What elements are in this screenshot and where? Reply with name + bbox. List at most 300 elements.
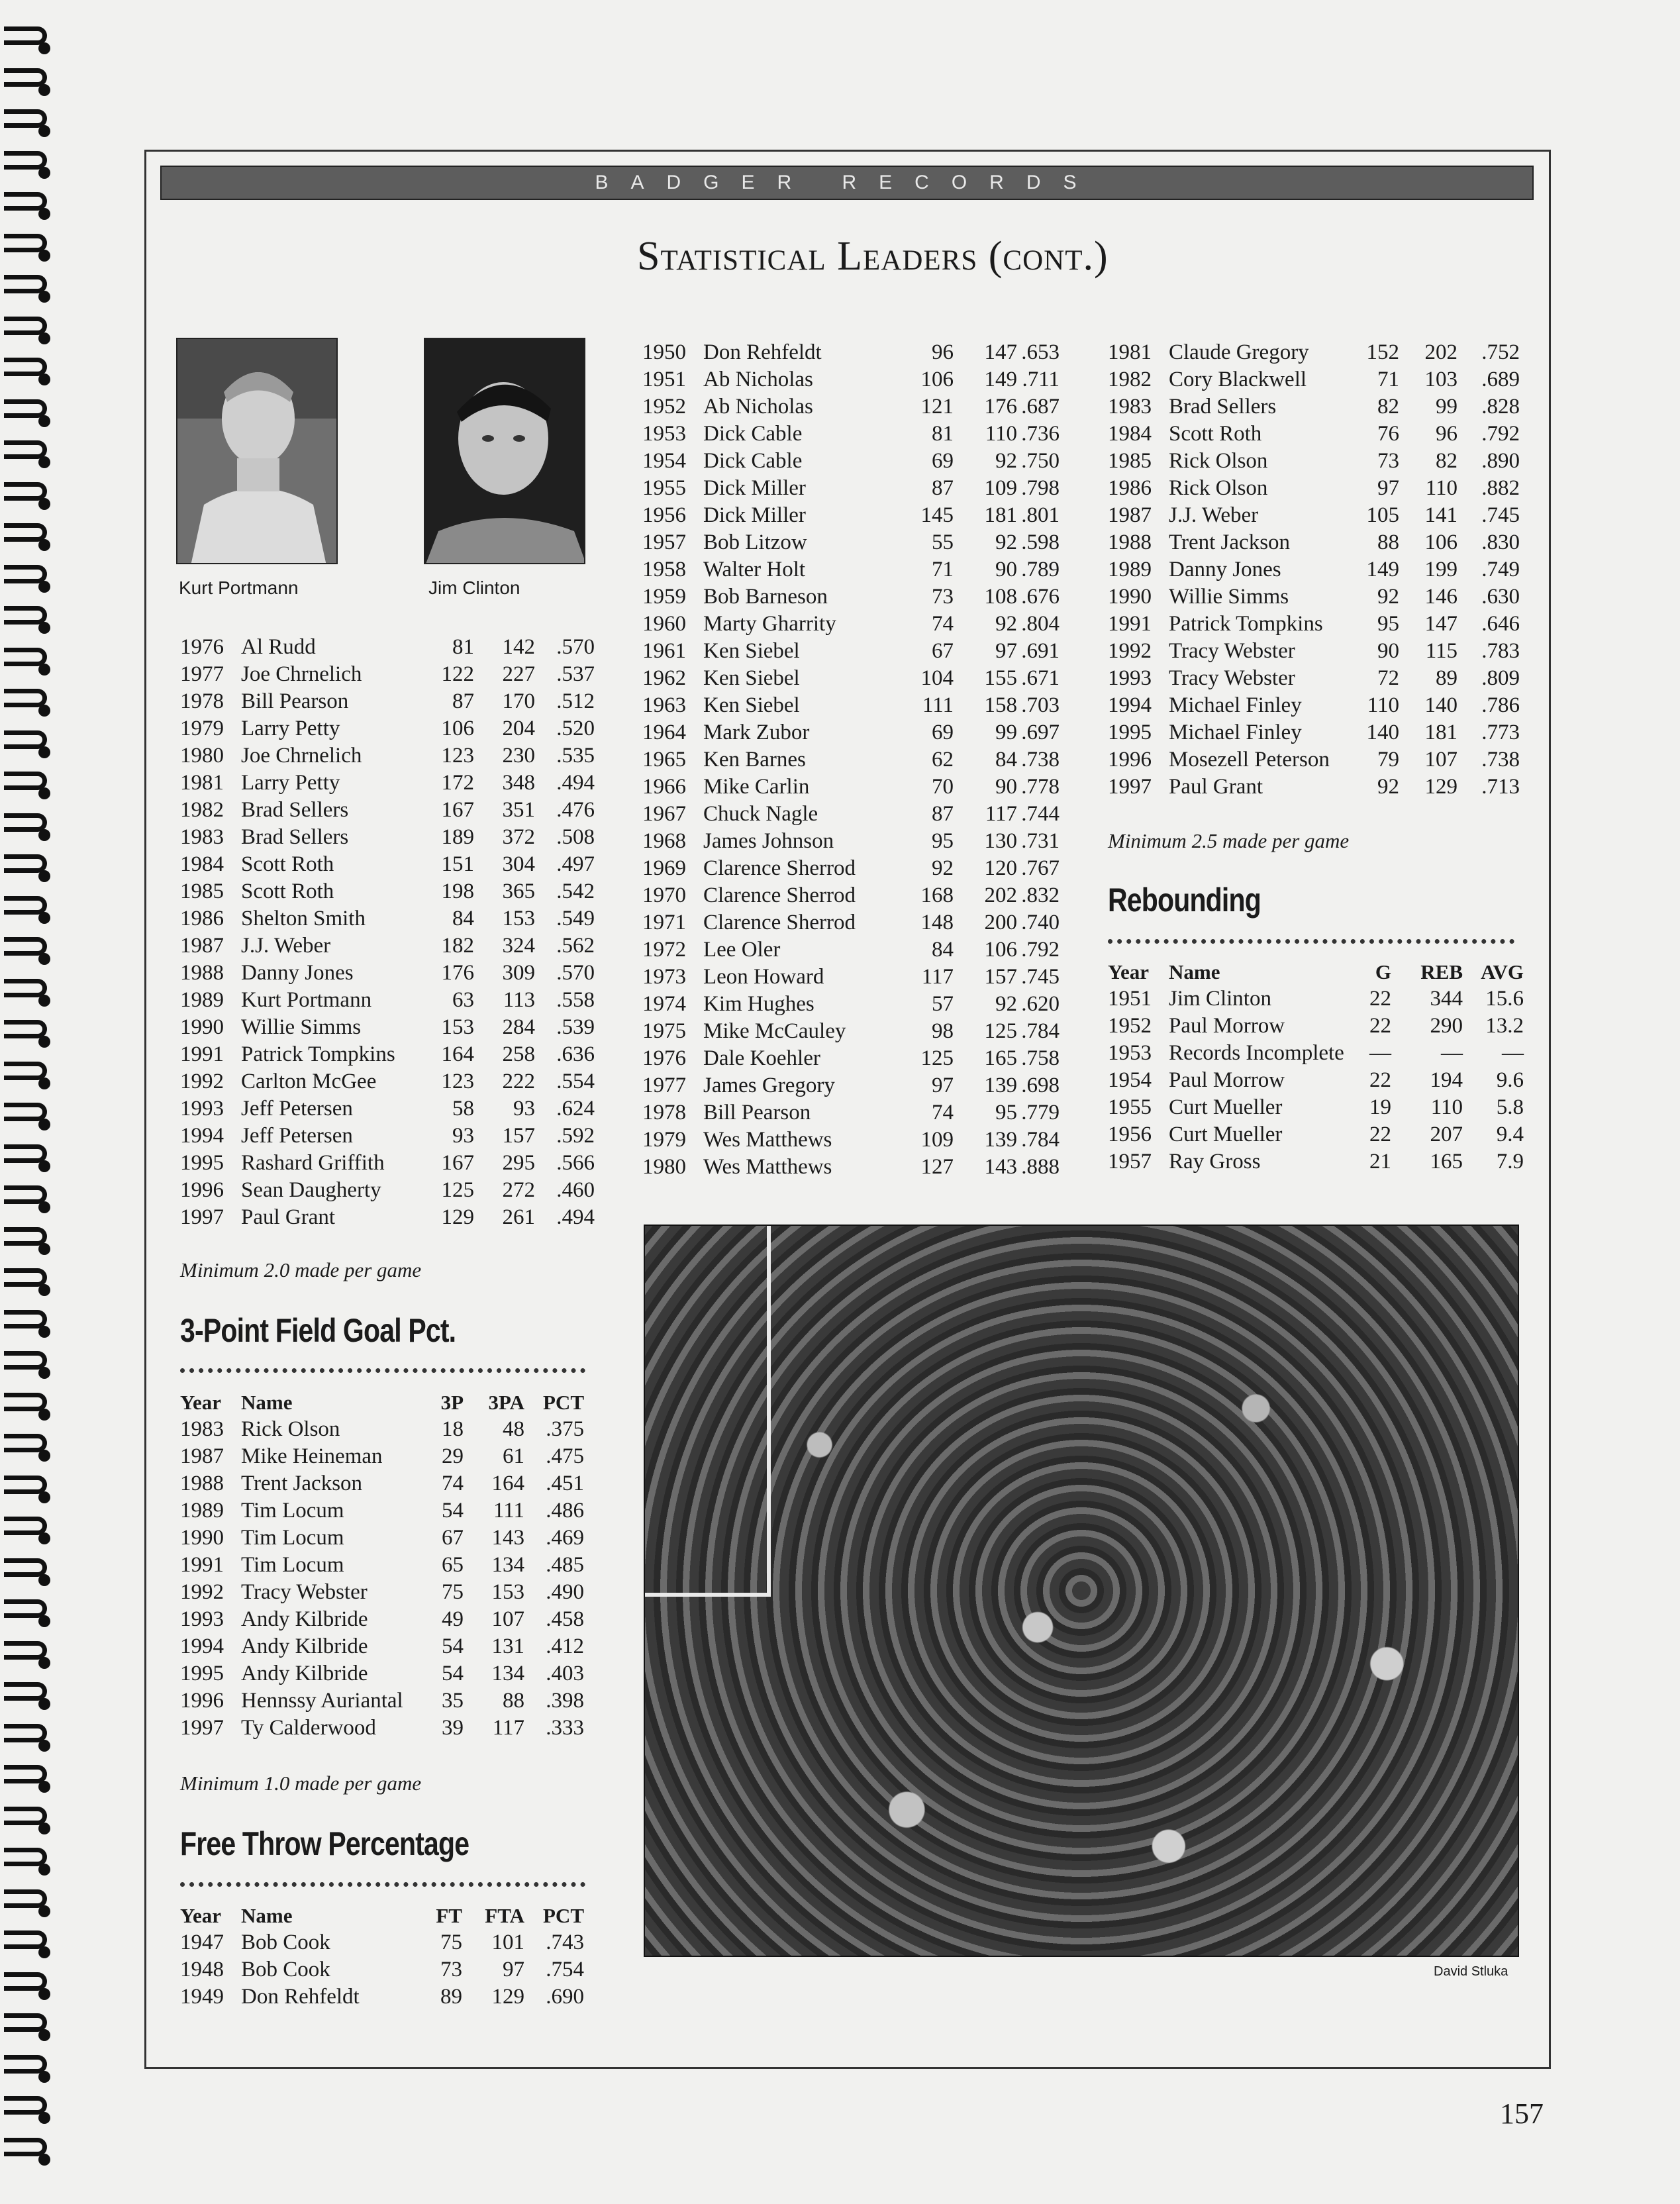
cell-b: 117 [985,802,1017,826]
cell-year: 1995 [180,1151,224,1175]
cell-year: 1987 [180,1444,224,1468]
cell-a: 172 [441,771,474,795]
cell-year: 1979 [180,717,224,740]
cell-c: .687 [1021,395,1060,419]
cell-c: .731 [1021,829,1060,853]
table-row [642,774,1060,801]
cell-a: 19 [1369,1095,1391,1119]
spiral-coil-icon [4,772,50,786]
cell-c: .486 [546,1499,584,1523]
cell-c: .570 [556,961,595,985]
cell-name: Rashard Griffith [241,1151,385,1175]
cell-name: Carlton McGee [241,1070,377,1093]
cell-c: .562 [556,934,595,958]
cell-name: Tracy Webster [241,1580,368,1604]
table-row [180,1660,584,1687]
spiral-coil-icon [4,1227,50,1242]
spiral-coil-icon [4,730,50,745]
cell-b: 110 [1425,476,1458,500]
table-row [1108,421,1520,448]
table-row [642,366,1060,393]
cell-b: FTA [485,1904,524,1927]
cell-a: 63 [452,988,474,1012]
table-row [1108,1148,1524,1176]
table-row [642,665,1060,692]
spiral-coil-icon [4,565,50,579]
cell-b: 207 [1430,1123,1463,1146]
cell-c: .890 [1481,449,1520,473]
cell-name: Brad Sellers [241,798,349,822]
cell-a: 72 [1377,666,1399,690]
cell-year: 1996 [180,1689,224,1713]
cell-c: .828 [1481,395,1520,419]
cell-c: .743 [546,1930,584,1954]
cell-a: 54 [442,1634,464,1658]
cell-c: .882 [1481,476,1520,500]
cell-name: Ken Siebel [703,666,800,690]
cell-a: 82 [1377,395,1399,419]
cell-b: 194 [1430,1068,1463,1092]
cell-c: .767 [1021,856,1060,880]
cell-a: 39 [442,1716,464,1740]
cell-c: .809 [1481,666,1520,690]
spiral-coil-icon [4,1848,50,1862]
spiral-binding [0,26,60,2185]
cell-year: 1992 [1108,639,1152,663]
table-row [180,932,595,960]
cell-c: .745 [1481,503,1520,527]
cell-year: 1951 [1108,987,1152,1011]
cell-year: 1987 [1108,503,1152,527]
cell-a: 62 [932,748,954,772]
cell-a: 145 [920,503,954,527]
cell-a: 81 [452,635,474,659]
spiral-coil-icon [4,1476,50,1490]
cell-b: 89 [1436,666,1458,690]
cell-c: .749 [1481,558,1520,581]
cell-name: Sean Daugherty [241,1178,381,1202]
cell-a: 111 [922,693,954,717]
cell-name: Rick Olson [1169,476,1268,500]
table-row [180,1177,595,1204]
cell-c: .736 [1021,422,1060,446]
cell-a: 105 [1366,503,1399,527]
cell-b: 157 [984,965,1017,989]
cell-c: .398 [546,1689,584,1713]
cell-name: Mike Carlin [703,775,810,799]
cell-a: 90 [1377,639,1399,663]
cell-name: Ken Barnes [703,748,806,772]
cell-a: — [1369,1041,1391,1065]
cell-b: 107 [1424,748,1458,772]
cell-b: 125 [984,1019,1017,1043]
cell-b: 131 [491,1634,524,1658]
table-row [1108,692,1520,719]
free-throw-table [180,1902,584,2011]
cell-b: 134 [491,1553,524,1577]
cell-c: .460 [556,1178,595,1202]
cell-year: 1989 [1108,558,1152,581]
cell-a: 81 [932,422,954,446]
cell-name: Paul Grant [241,1205,336,1229]
cell-year: 1980 [180,744,224,768]
cell-name: James Gregory [703,1074,835,1097]
cell-c: .740 [1021,911,1060,934]
table-row [1108,1094,1524,1121]
cell-c: .624 [556,1097,595,1121]
table-row [180,742,595,770]
photo-jim-clinton [424,338,585,564]
cell-c: .598 [1021,530,1060,554]
table-row [180,1956,584,1983]
cell-c: .750 [1021,449,1060,473]
cell-a: 92 [932,856,954,880]
table-row [1108,339,1520,366]
cell-b: 153 [491,1580,524,1604]
spiral-coil-icon [4,109,50,124]
cell-name: Larry Petty [241,771,340,795]
table-row [180,1552,584,1579]
cell-name: Paul Morrow [1169,1014,1285,1038]
cell-b: 272 [502,1178,535,1202]
cell-name: Dick Cable [703,449,803,473]
cell-name: Mike McCauley [703,1019,846,1043]
player-portrait-icon [425,339,585,564]
table-row [642,556,1060,583]
spiral-coil-icon [4,648,50,662]
cell-b: 348 [502,771,535,795]
photo-caption: Kurt Portmann [179,577,299,598]
cell-a: 95 [932,829,954,853]
cell-a: 71 [932,558,954,581]
cell-b: 93 [513,1097,535,1121]
cell-a: 106 [920,368,954,391]
table-row [642,882,1060,909]
cell-c: .752 [1481,340,1520,364]
three-pt-divider [180,1368,585,1373]
cell-c: 9.4 [1496,1123,1524,1146]
cell-year: 1973 [642,965,686,989]
cell-c: .497 [556,852,595,876]
cell-a: 148 [920,911,954,934]
cell-name: Shelton Smith [241,907,366,930]
photo-caption: Jim Clinton [428,577,520,598]
spiral-coil-icon [4,1930,50,1945]
cell-name: Bob Cook [241,1930,330,1954]
cell-a: 74 [932,1101,954,1125]
table-row [642,502,1060,529]
cell-year: Year [180,1391,221,1414]
cell-name: Andy Kilbride [241,1662,368,1685]
cell-year: 1982 [1108,368,1152,391]
cell-c: .784 [1021,1019,1060,1043]
spiral-coil-icon [4,440,50,455]
table-row [1108,746,1520,774]
cell-year: 1950 [642,340,686,364]
cell-a: 73 [1377,449,1399,473]
cell-year: 1990 [1108,585,1152,609]
cell-year: 1955 [642,476,686,500]
cell-b: 117 [492,1716,524,1740]
cell-name: Ken Siebel [703,639,800,663]
free-throw-table-cont [642,339,1060,1181]
cell-name: Dick Miller [703,476,806,500]
spiral-coil-icon [4,979,50,993]
table-row [180,1123,595,1150]
table-row [1108,665,1520,692]
cell-b: 3PA [488,1391,524,1414]
cell-year: 1994 [1108,693,1152,717]
cell-a: 125 [920,1046,954,1070]
table-row [642,1099,1060,1127]
cell-c: .801 [1021,503,1060,527]
table-row [180,1983,584,2011]
table-row [642,421,1060,448]
cell-year: 1975 [642,1019,686,1043]
cell-year: 1957 [1108,1150,1152,1174]
cell-name: Tracy Webster [1169,666,1295,690]
cell-a: 123 [441,1070,474,1093]
cell-a: 79 [1377,748,1399,772]
spiral-coil-icon [4,358,50,372]
cell-year: 1968 [642,829,686,853]
free-throw-title: Free Throw Percentage [180,1825,469,1862]
spiral-coil-icon [4,1351,50,1366]
cell-b: 199 [1424,558,1458,581]
cell-c: .375 [546,1417,584,1441]
spiral-coil-icon [4,192,50,207]
cell-name: Bob Barneson [703,585,828,609]
cell-b: 141 [1424,503,1458,527]
cell-a: 153 [441,1015,474,1039]
cell-year: 1969 [642,856,686,880]
cell-c: .798 [1021,476,1060,500]
cell-year: 1978 [642,1101,686,1125]
cell-b: 258 [502,1042,535,1066]
cell-c: .784 [1021,1128,1060,1152]
cell-year: 1989 [180,988,224,1012]
cell-b: 147 [1424,612,1458,636]
spiral-coil-icon [4,937,50,952]
cell-b: 295 [502,1151,535,1175]
cell-b: 92 [995,992,1017,1016]
table-row [180,797,595,824]
cell-name: Trent Jackson [1169,530,1291,554]
spiral-coil-icon [4,1434,50,1448]
cell-c: .539 [556,1015,595,1039]
cell-year: 1987 [180,934,224,958]
spiral-coil-icon [4,1972,50,1987]
cell-name: Clarence Sherrod [703,883,856,907]
table-row [180,1041,595,1068]
table-row [642,1072,1060,1099]
table-row [180,1095,595,1123]
table-row [180,1497,584,1525]
spiral-coil-icon [4,317,50,331]
cell-year: 1978 [180,689,224,713]
cell-a: 22 [1369,987,1391,1011]
cell-name: Dale Koehler [703,1046,820,1070]
cell-a: 73 [440,1958,462,1981]
cell-b: 97 [503,1958,524,1981]
cell-year: 1955 [1108,1095,1152,1119]
cell-name: Don Rehfeldt [703,340,822,364]
cell-year: 1997 [1108,775,1152,799]
cell-year: 1949 [180,1985,224,2009]
cell-name: J.J. Weber [1169,503,1259,527]
spiral-coil-icon [4,1268,50,1283]
cell-b: 147 [984,340,1017,364]
cell-b: 90 [995,558,1017,581]
cell-a: 127 [920,1155,954,1179]
table-row [180,634,595,661]
table-row [180,715,595,742]
cell-b: 261 [502,1205,535,1229]
cell-a: 92 [1377,585,1399,609]
table-row [180,987,595,1014]
cell-c: .403 [546,1662,584,1685]
table-row [1108,448,1520,475]
cell-a: 69 [932,721,954,744]
cell-b: 372 [502,825,535,849]
cell-b: 111 [493,1499,524,1523]
table-row [180,1633,584,1660]
cell-year: 1985 [1108,449,1152,473]
cell-year: 1958 [642,558,686,581]
cell-name: Andy Kilbride [241,1634,368,1658]
spiral-coil-icon [4,1517,50,1531]
cell-b: 176 [984,395,1017,419]
rebounding-title: Rebounding [1108,881,1261,919]
cell-b: 109 [984,476,1017,500]
cell-a: 76 [1377,422,1399,446]
cell-a: 92 [1377,775,1399,799]
table-row [180,960,595,987]
page-title: Statistical Leaders (cont.) [637,234,1109,279]
cell-a: 167 [441,1151,474,1175]
cell-name: Leon Howard [703,965,824,989]
cell-year: 1961 [642,639,686,663]
cell-year: 1953 [642,422,686,446]
spiral-coil-icon [4,151,50,166]
table-header [1108,958,1524,985]
table-row [180,1929,584,1956]
cell-c: .512 [556,689,595,713]
cell-a: 87 [452,689,474,713]
cell-year: 1994 [180,1634,224,1658]
cell-c: .646 [1481,612,1520,636]
cell-b: 181 [1424,721,1458,744]
cell-a: 84 [932,938,954,962]
cell-b: 82 [1436,449,1458,473]
cell-c: .697 [1021,721,1060,744]
rebounding-divider [1108,939,1514,944]
cell-c: .451 [546,1472,584,1495]
crowd-photo [644,1225,1519,1957]
cell-a: 88 [1377,530,1399,554]
table-row [642,801,1060,828]
cell-c: .592 [556,1124,595,1148]
cell-year: 1980 [642,1155,686,1179]
table-row [1108,583,1520,611]
cell-c: .804 [1021,612,1060,636]
cell-a: 69 [932,449,954,473]
cell-year: 1997 [180,1205,224,1229]
cell-name: Jeff Petersen [241,1124,353,1148]
cell-b: 61 [503,1444,524,1468]
cell-name: Trent Jackson [241,1472,363,1495]
spiral-coil-icon [4,2138,50,2152]
cell-year: 1967 [642,802,686,826]
cell-b: 115 [1425,639,1458,663]
cell-c: .783 [1481,639,1520,663]
cell-name: Bob Litzow [703,530,807,554]
cell-year: 1953 [1108,1041,1152,1065]
cell-c: .485 [546,1553,584,1577]
cell-name: Clarence Sherrod [703,856,856,880]
cell-name: Joe Chrnelich [241,662,362,686]
cell-c: .691 [1021,639,1060,663]
cell-a: 167 [441,798,474,822]
cell-year: 1959 [642,585,686,609]
cell-year: 1991 [180,1042,224,1066]
cell-a: 84 [452,907,474,930]
table-row [180,770,595,797]
cell-a: 140 [1366,721,1399,744]
cell-name: James Johnson [703,829,834,853]
cell-c: .630 [1481,585,1520,609]
cell-b: 96 [1436,422,1458,446]
spiral-coil-icon [4,482,50,497]
cell-c: .713 [1481,775,1520,799]
cell-a: 67 [442,1526,464,1550]
cell-c: .490 [546,1580,584,1604]
cell-b: 101 [491,1930,524,1954]
section-banner [160,166,1534,200]
cell-year: 1992 [180,1070,224,1093]
spiral-coil-icon [4,606,50,621]
cell-year: 1995 [180,1662,224,1685]
cell-name: Claude Gregory [1169,340,1309,364]
cell-a: 73 [932,585,954,609]
table-row [1108,774,1520,801]
cell-year: 1985 [180,879,224,903]
cell-c: .754 [546,1958,584,1981]
cell-year: 1964 [642,721,686,744]
table-header [180,1389,584,1416]
table-row [1108,529,1520,556]
spiral-coil-icon [4,1724,50,1738]
cell-name: Joe Chrnelich [241,744,362,768]
cell-year: 1983 [1108,395,1152,419]
cell-name: Tim Locum [241,1526,344,1550]
spiral-coil-icon [4,896,50,911]
cell-name: Scott Roth [241,879,334,903]
table-header [180,1902,584,1929]
cell-name: Patrick Tompkins [1169,612,1323,636]
photo-kurt-portmann [176,338,338,564]
cell-c: .554 [556,1070,595,1093]
cell-name: Chuck Nagle [703,802,818,826]
cell-name: Andy Kilbride [241,1607,368,1631]
cell-year: 1996 [1108,748,1152,772]
table-row [642,936,1060,964]
cell-year: 1991 [180,1553,224,1577]
cell-b: 108 [984,585,1017,609]
table-row [642,1154,1060,1181]
cell-a: 189 [441,825,474,849]
cell-c: AVG [1481,960,1524,983]
